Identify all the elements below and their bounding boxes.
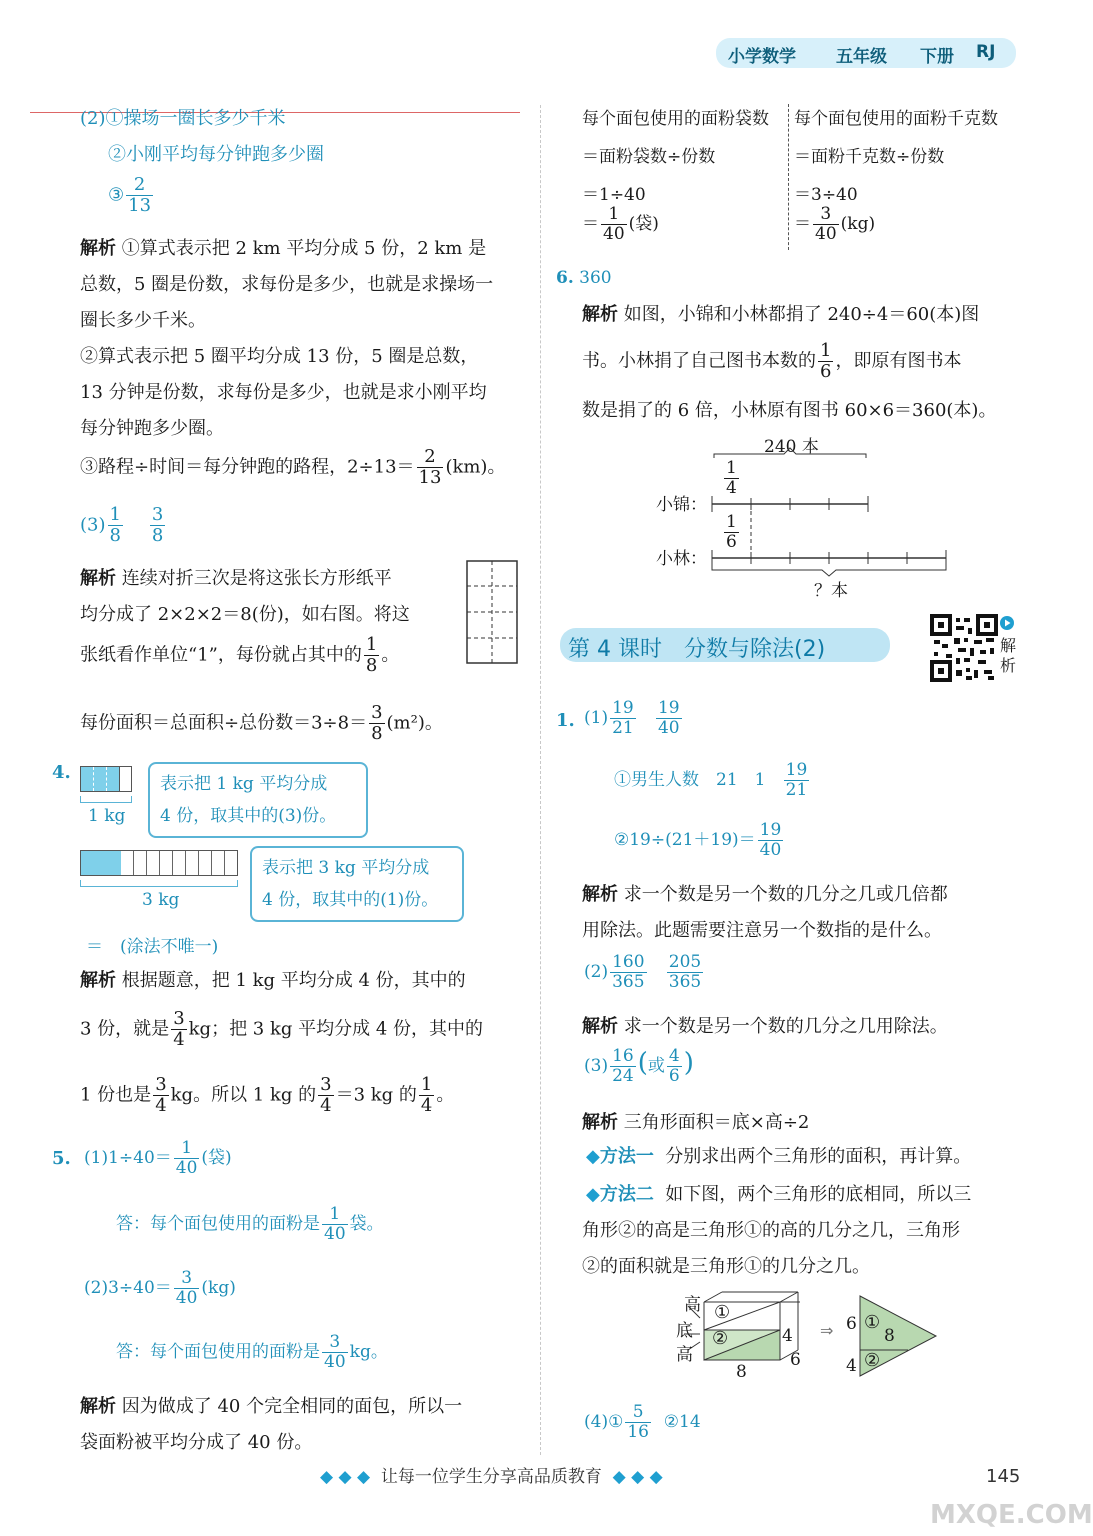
- method-2-line-2: 角形②的高是三角形①的高的几分之几，三角形: [582, 1220, 960, 1241]
- fig-circle-2: ②: [712, 1328, 729, 1349]
- q5-part-2: (2)3÷40＝ $\frac{3}{40}$ (kg): [84, 1268, 236, 1308]
- q3-explain-line-1: 解析 连续对折三次是将这张长方形纸平: [80, 568, 392, 589]
- q5-explain-line-1: 解析 因为做成了 40 个完全相同的面包，所以一: [80, 1396, 463, 1417]
- l1-number: 1.: [556, 710, 575, 731]
- fig-circle-1: ①: [714, 1302, 731, 1323]
- q2-explain-line-7: ③路程÷时间＝每分钟跑的路程，2÷13＝ $\frac{2}{13}$ (km)。: [80, 446, 506, 488]
- diagram-label-lin: 小林：: [656, 549, 707, 569]
- q4-explain-line-1: 解析 根据题意，把 1 kg 平均分成 4 份，其中的: [80, 970, 466, 991]
- diagram-unknown-label: ？本: [814, 581, 848, 601]
- folded-paper-figure: [466, 560, 518, 664]
- bar-1kg: [80, 766, 132, 792]
- fig-label-8: 8: [736, 1362, 747, 1382]
- method-1: ◆方法一 分别求出两个三角形的面积，再计算。: [586, 1146, 972, 1167]
- fig-label-6: 6: [790, 1350, 801, 1370]
- diagram-fraction-lin: $\frac{1}{6}$: [726, 512, 737, 552]
- l1-part-1: (1) $\frac{19}{21}$ $\frac{19}{40}$: [584, 698, 680, 738]
- fig-gao-2: 高: [676, 1345, 693, 1365]
- q4-explain-line-2: 3 份，就是 $\frac{3}{4}$ kg；把 3 kg 平均分成 4 份，其中的: [80, 1008, 484, 1050]
- diagram-fraction-jin: $\frac{1}{4}$: [726, 458, 737, 498]
- q5-answer-1: 答：每个面包使用的面粉是 $\frac{1}{40}$ 袋。: [116, 1204, 384, 1244]
- bar-3kg: [80, 850, 238, 876]
- q5-col2-row1: 每个面包使用的面粉千克数: [794, 109, 998, 129]
- q5-col2-row4: ＝ $\frac{3}{40}$ (kg): [794, 204, 876, 244]
- fig2-label-4: 4: [846, 1356, 857, 1376]
- fig2-circle-1: ①: [864, 1312, 881, 1333]
- header-subject: 小学数学: [728, 47, 796, 67]
- l1-explain-line-1: 解析 求一个数是另一个数的几分之几或几倍都: [582, 884, 948, 905]
- q5-col1-row1: 每个面包使用的面粉袋数: [582, 109, 769, 129]
- q6-explain-line-3: 数是捐了的 6 倍，小林原有图书 60×6＝360(本)。: [582, 400, 997, 421]
- q2-explain-line-1: 解析 ①算式表示把 2 km 平均分成 5 份，2 km 是: [80, 238, 487, 259]
- q5-col-divider: [788, 104, 789, 250]
- l1-part-4: (4)① $\frac{5}{16}$ ②14: [584, 1402, 701, 1442]
- q3-explain-line-2: 均分成了 2×2×2＝8(份)，如右图。将这: [80, 604, 410, 625]
- q5-col1-row4: ＝ $\frac{1}{40}$ (袋): [582, 204, 659, 244]
- diagram-label-jin: 小锦：: [656, 495, 707, 515]
- fig-di: 底: [676, 1321, 693, 1341]
- q2-answer-2: ②小刚平均每分钟跑多少圈: [108, 144, 324, 165]
- q2-explain-line-6: 每分钟跑多少圈。: [80, 418, 224, 439]
- q5-col2-row2: ＝面粉千克数÷份数: [794, 147, 945, 167]
- fig2-circle-2: ②: [864, 1350, 881, 1371]
- q6-explain-line-1: 解析 如图，小锦和小林都捐了 240÷4＝60(本)图: [582, 304, 980, 325]
- l1-part-2: (2) $\frac{160}{365}$ $\frac{205}{365}$: [584, 952, 702, 992]
- q5-col2-row3: ＝3÷40: [794, 185, 858, 205]
- q3-answer: (3) $\frac{1}{8}$ $\frac{3}{8}$: [80, 504, 164, 546]
- method-2-line-3: ②的面积就是三角形①的几分之几。: [582, 1256, 870, 1277]
- l1-explain-line-4: 解析 三角形面积＝底×高÷2: [582, 1112, 810, 1133]
- q3-explain-line-4: 每份面积＝总面积÷总份数＝3÷8＝ $\frac{3}{8}$ (m²)。: [80, 702, 443, 744]
- q5-number: 5.: [52, 1148, 71, 1169]
- page-number: 145: [986, 1466, 1021, 1487]
- l1-step-1: ①男生人数 21 1 $\frac{19}{21}$: [614, 760, 808, 800]
- q6-explain-line-2: 书。小林捐了自己图书本数的 $\frac{1}{6}$ ，即原有图书本: [582, 340, 962, 382]
- q2-explain-line-3: 圈长多少千米。: [80, 310, 206, 331]
- q5-col1-row3: ＝1÷40: [582, 185, 646, 205]
- lesson-title: 第 4 课时 分数与除法(2): [568, 637, 826, 662]
- q4-explain-line-3: 1 份也是 $\frac{3}{4}$ kg。所以 1 kg 的 $\frac{3}{4}$ ＝3 kg 的 $\frac{1}{4}$ 。: [80, 1074, 455, 1116]
- qr-code-icon[interactable]: [930, 614, 998, 682]
- footer-slogan: ◆ ◆ ◆ 让每一位学生分享高品质教育 ◆ ◆ ◆: [320, 1467, 663, 1487]
- l1-part-3: (3) $\frac{16}{24}$ (或 $\frac{4}{6}$ ): [584, 1046, 694, 1086]
- header-edition: RJ: [976, 42, 996, 62]
- column-divider: [540, 105, 541, 1455]
- q4-number: 4.: [52, 762, 71, 783]
- q2-answer-3: ③ $\frac{2}{13}$: [108, 174, 152, 216]
- fig-label-4: 4: [782, 1326, 793, 1346]
- q2-explain-line-2: 总数，5 圈是份数，求每份是多少，也就是求操场一: [80, 274, 494, 295]
- q5-part-1: (1)1÷40＝ $\frac{1}{40}$ (袋): [84, 1138, 232, 1178]
- q6-answer: 6. 360: [556, 268, 612, 288]
- q5-explain-line-2: 袋面粉被平均分成了 40 份。: [80, 1432, 313, 1453]
- label-1kg: 1 kg: [88, 806, 126, 826]
- l1-step-2: ②19÷(21＋19)＝ $\frac{19}{40}$: [614, 820, 782, 860]
- q4-note: ＝ (涂法不唯一): [86, 937, 219, 957]
- callout-3kg: 表示把 3 kg 平均分成 4 份，取其中的(1)份。: [250, 846, 464, 922]
- label-3kg: 3 kg: [142, 890, 180, 910]
- method-2-line-1: ◆方法二 如下图，两个三角形的底相同，所以三: [586, 1184, 972, 1205]
- bulb-icon: ◆: [586, 1184, 600, 1205]
- l1-explain-line-3: 解析 求一个数是另一个数的几分之几用除法。: [582, 1016, 948, 1037]
- watermark: MXQE.COM: [930, 1500, 1093, 1530]
- diagram-total-label: 240 本: [764, 437, 819, 457]
- brace-3kg: [80, 880, 238, 887]
- bulb-icon: ◆: [586, 1146, 600, 1167]
- qr-label: 解析: [1000, 636, 1017, 675]
- l1-explain-line-2: 用除法。此题需要注意另一个数指的是什么。: [582, 920, 942, 941]
- q2-explain-line-4: ②算式表示把 5 圈平均分成 13 份，5 圈是总数，: [80, 346, 479, 367]
- callout-1kg: 表示把 1 kg 平均分成 4 份，取其中的(3)份。: [148, 762, 368, 838]
- fig2-label-6: 6: [846, 1314, 857, 1334]
- q3-explain-line-3: 张纸看作单位“1”，每份就占其中的 $\frac{1}{8}$ 。: [80, 634, 400, 676]
- fig-gao-1: 高: [684, 1295, 701, 1315]
- play-icon: [1000, 616, 1014, 630]
- header-volume: 下册: [920, 47, 954, 67]
- svg-text:⇒: ⇒: [820, 1321, 834, 1340]
- q2-answer-1: (2)①操场一圈长多少千米: [80, 108, 286, 129]
- q5-answer-2: 答：每个面包使用的面粉是 $\frac{3}{40}$ kg。: [116, 1332, 388, 1372]
- q5-col1-row2: ＝面粉袋数÷份数: [582, 147, 716, 167]
- brace-1kg: [80, 796, 132, 803]
- q2-explain-line-5: 13 分钟是份数，求每份是多少，也就是求小刚平均: [80, 382, 487, 403]
- header-grade: 五年级: [836, 47, 887, 67]
- fig2-label-8: 8: [884, 1326, 895, 1346]
